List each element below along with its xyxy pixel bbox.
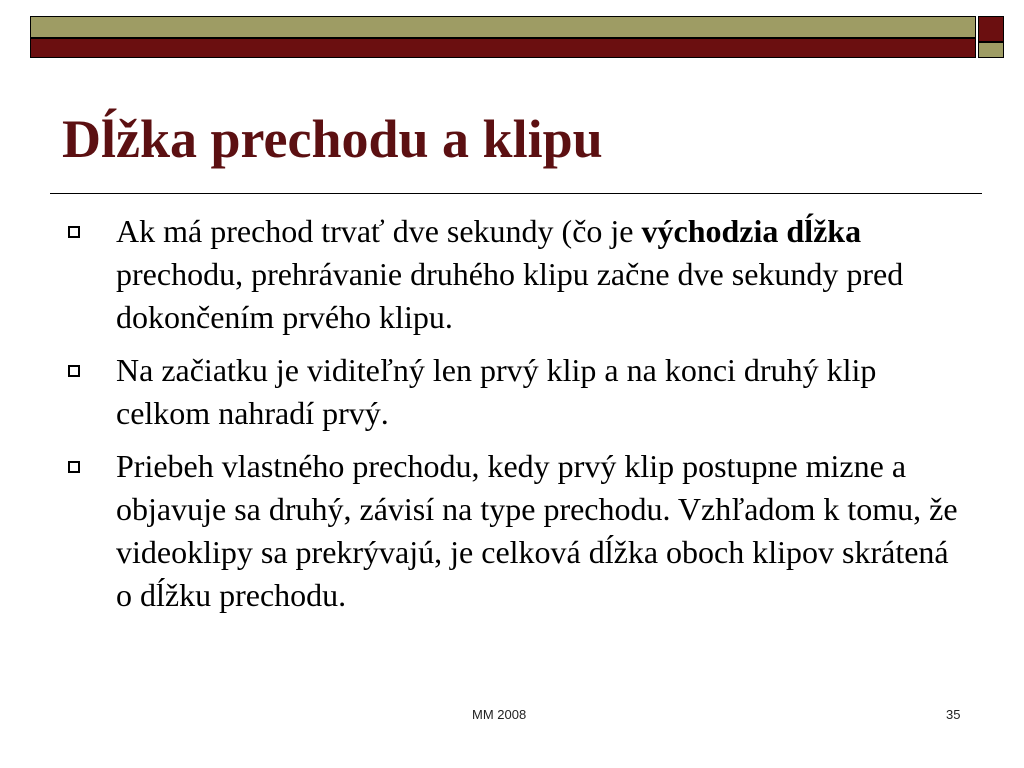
hollow-square-icon [68,365,80,377]
page-number: 35 [946,707,961,722]
header-olive-bar [30,16,976,38]
bullet-item [62,445,972,617]
header-corner-red-square [978,16,1004,42]
hollow-square-icon [68,226,80,238]
header-corner-olive-square [978,42,1004,58]
hollow-square-icon [68,461,80,473]
bullet-text: Na začiatku je viditeľný len prvý klip a na konci druhý klip celkom nahradí prvý. [116,352,877,431]
bullet-bold-text: východzia dĺžka [641,213,862,249]
footer-label: MM 2008 [472,707,527,722]
title-divider [50,193,982,194]
bullet-text: prechodu, prehrávanie druhého klipu začne dve sekundy pred dokončením prvého klipu. [116,256,904,335]
bullet-item [62,210,972,339]
bullet-item [62,349,972,435]
header-dark-red-bar [30,38,976,58]
bullet-list [62,210,972,627]
bullet-text: Priebeh vlastného prechodu, kedy prvý klip postupne mizne a objavuje sa druhý, závisí na type prechodu. Vzhľadom k tomu, že videoklipy sa prekrývajú, je celková dĺžka oboch klipov skrátená o dĺžku prechodu. [116,448,958,613]
slide-title: Dĺžka prechodu a klipu [62,109,603,169]
bullet-text: Ak má prechod trvať dve sekundy (čo je [116,213,642,249]
